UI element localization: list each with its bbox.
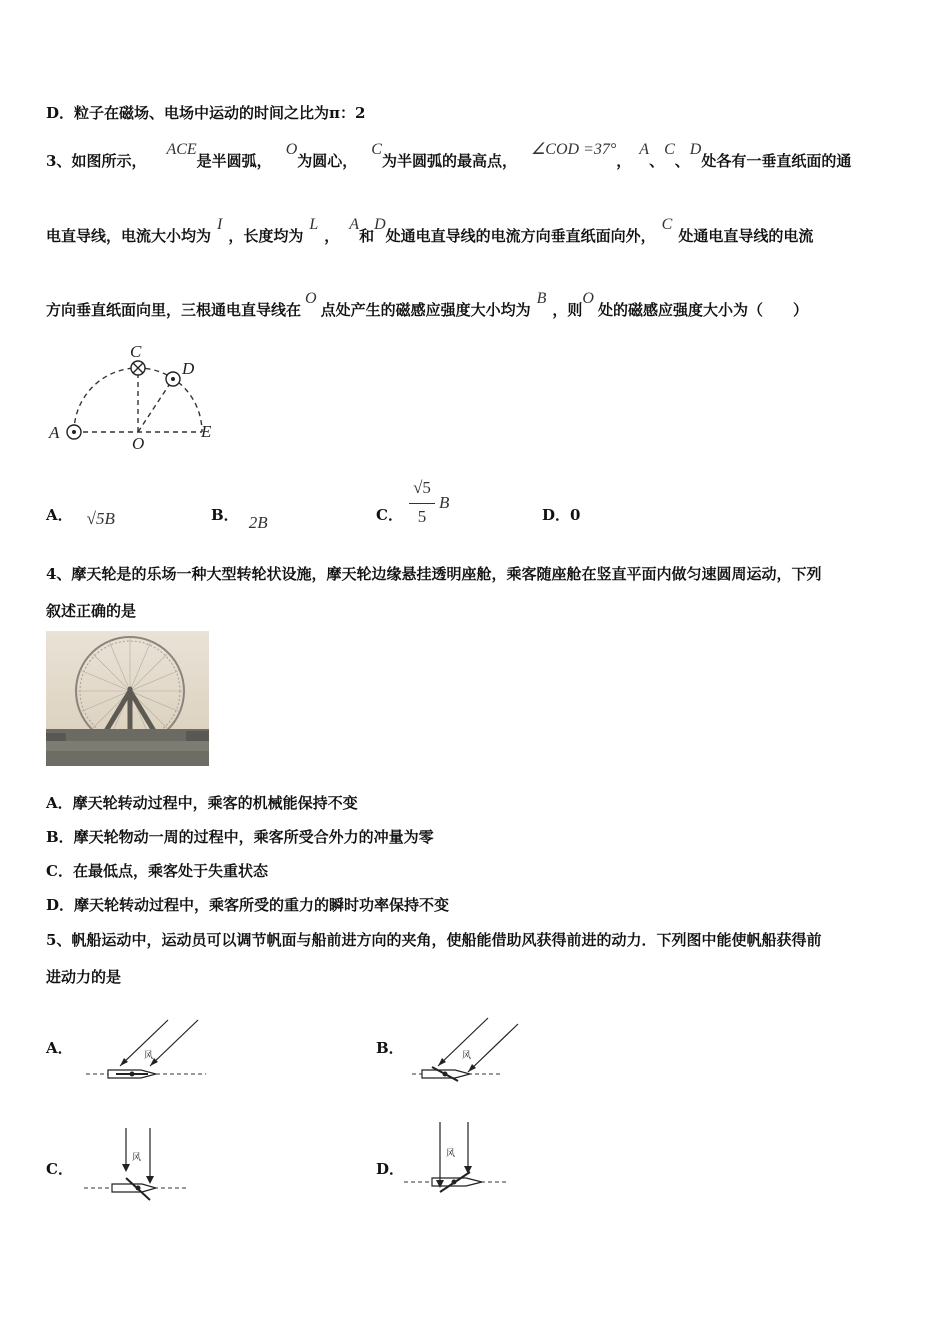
fraction-numerator: √5 <box>413 478 431 497</box>
label-a: A <box>49 423 60 442</box>
q3-text: 处通电直导线的电流 <box>678 227 814 245</box>
label-o: O <box>132 434 145 453</box>
math-d: D <box>374 216 386 233</box>
q3-line-2 <box>46 216 814 246</box>
wind-label: 风 <box>462 1050 472 1060</box>
sailboat-diagram-a <box>86 1016 206 1086</box>
line-od <box>138 379 173 432</box>
q5-line-1: 5、帆船运动中，运动员可以调节帆面与船前进方向的夹角，使船能借助风获得前进的动力．下列图中能使帆船获得前 <box>46 931 822 949</box>
q4-option-b[interactable]: B．摩天轮物动一周的过程中，乘客所受合外力的冲量为零 <box>46 828 434 846</box>
option-label: C． <box>376 506 403 524</box>
sailboat-diagram-c <box>84 1126 194 1206</box>
q3-text: 、 <box>649 152 665 170</box>
math-o: O <box>305 290 317 307</box>
sailboat-diagram-d <box>404 1120 514 1202</box>
q3-text: 为圆心， <box>297 152 358 170</box>
math-i: I <box>217 216 223 233</box>
q5-line-2: 进动力的是 <box>46 968 122 986</box>
q3-option-b[interactable] <box>211 504 268 532</box>
q2-option-d[interactable]: D．粒子在磁场、电场中运动的时间之比为π：2 <box>46 104 366 122</box>
math-angle-cod: ∠COD =37° <box>530 141 617 158</box>
q5-option-c[interactable]: C． <box>46 1160 73 1178</box>
q3-text: 和 <box>359 227 375 245</box>
q3-line-1 <box>46 141 852 171</box>
q3-text: 如图所示， <box>71 152 147 170</box>
q3-text: 方向垂直纸面向里，三根通电直导线在 <box>46 301 302 319</box>
q3-text: 点处产生的磁感应强度大小均为 <box>320 301 531 319</box>
q3-text: ， <box>616 152 632 170</box>
label-c: C <box>130 342 142 361</box>
math-d: D <box>689 141 702 158</box>
q3-text: 处的磁感应强度大小为（ ） <box>597 301 808 319</box>
q3-text: ， <box>324 227 340 245</box>
current-into-page-icon <box>131 361 145 375</box>
option-label: B． <box>211 506 239 524</box>
ferris-wheel-photo <box>46 631 209 766</box>
q3-text: ，长度均为 <box>228 227 304 245</box>
q3-text: 、 <box>674 152 690 170</box>
option-b-value: 2B <box>248 513 268 532</box>
fraction-denominator: 5 <box>417 507 427 526</box>
q3-text: 电直导线，电流大小均为 <box>46 227 212 245</box>
wind-label: 风 <box>132 1152 142 1162</box>
q4-option-c[interactable]: C．在最低点，乘客处于失重状态 <box>46 862 268 880</box>
fraction-bar <box>409 503 435 504</box>
q3-text: ，则 <box>552 301 583 319</box>
q4-line-2: 叙述正确的是 <box>46 602 137 620</box>
q3-text: 是半圆弧， <box>196 152 272 170</box>
math-a: A <box>639 141 650 158</box>
q3-option-d[interactable]: D．0 <box>542 506 581 524</box>
q4-line-1: 4、摩天轮是的乐场一种大型转轮状设施，摩天轮边缘悬挂透明座舱，乘客随座舱在竖直平面内做匀速圆周运动，下列 <box>46 565 822 583</box>
current-out-of-page-icon <box>67 425 81 439</box>
label-e: E <box>201 422 212 441</box>
math-c: C <box>371 141 382 158</box>
q4-option-a[interactable]: A．摩天轮转动过程中，乘客的机械能保持不变 <box>46 794 358 812</box>
q4-option-d[interactable]: D．摩天轮转动过程中，乘客所受的重力的瞬时功率保持不变 <box>46 896 450 914</box>
option-c-unit: B <box>439 493 450 512</box>
q3-text: 处各有一垂直纸面的通 <box>701 152 852 170</box>
math-c: C <box>664 141 675 158</box>
q3-text: 处通电直导线的电流方向垂直纸面向外， <box>385 227 656 245</box>
option-label: A． <box>46 506 73 524</box>
q3-text: 为半圆弧的最高点， <box>381 152 517 170</box>
label-d: D <box>182 359 195 378</box>
math-o: O <box>582 290 594 307</box>
math-ace: ACE <box>166 141 197 158</box>
sailboat-diagram-b <box>412 1016 522 1086</box>
q5-option-d[interactable]: D． <box>376 1160 405 1178</box>
q3-number: 3、 <box>46 152 72 170</box>
wind-label: 风 <box>446 1148 456 1158</box>
q3-option-a[interactable] <box>46 504 115 528</box>
math-l: L <box>309 216 319 233</box>
option-a-value: √5B <box>86 509 115 528</box>
math-c: C <box>661 216 673 233</box>
current-out-of-page-icon <box>166 372 180 386</box>
math-a: A <box>349 216 360 233</box>
semicircle-diagram <box>46 338 226 454</box>
q3-option-c[interactable] <box>376 504 403 525</box>
q5-option-b[interactable]: B． <box>376 1039 404 1057</box>
wind-label: 风 <box>144 1050 154 1060</box>
math-b: B <box>536 290 547 307</box>
q3-line-3 <box>46 290 808 320</box>
math-o: O <box>285 141 298 158</box>
q5-option-a[interactable]: A． <box>46 1039 73 1057</box>
